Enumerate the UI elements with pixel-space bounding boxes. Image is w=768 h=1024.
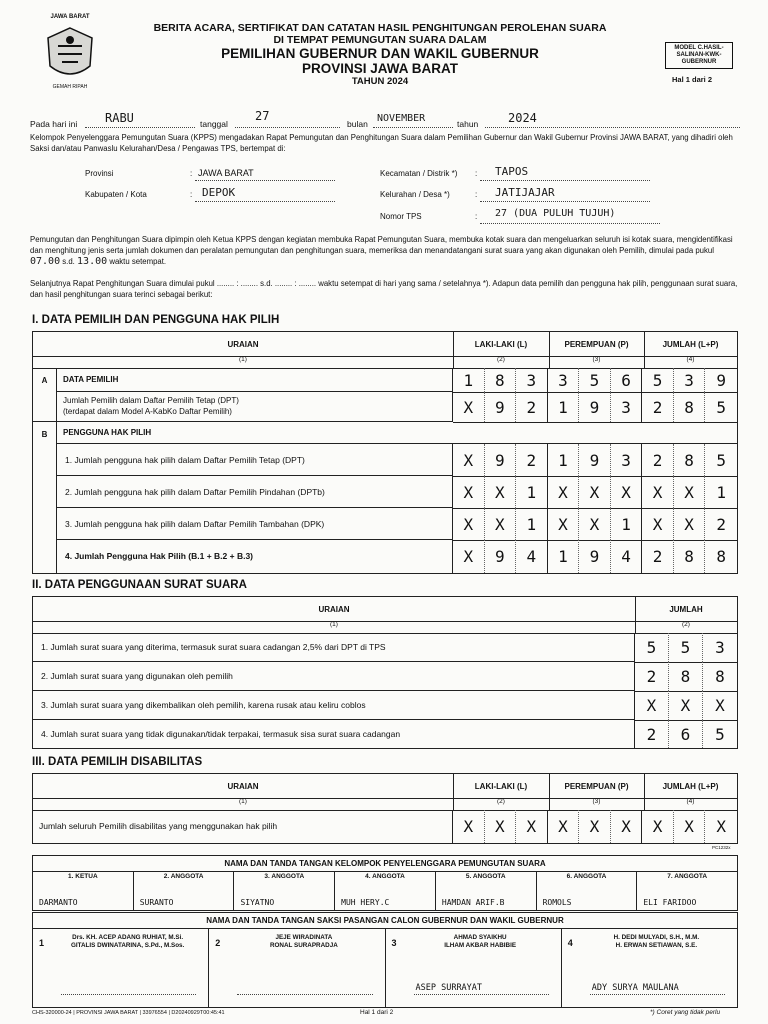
s2-row-4-digits bbox=[635, 720, 737, 748]
digit-cell: 4 bbox=[611, 540, 643, 573]
saksi-candidate-2: RONAL SURAPRADJA bbox=[269, 942, 338, 949]
row-b3-digits bbox=[453, 508, 737, 541]
digit-cell: 9 bbox=[579, 540, 611, 573]
digit-cell: 9 bbox=[716, 370, 726, 390]
s1-num-2: (2) bbox=[453, 356, 550, 369]
kpps-member-cell bbox=[537, 871, 638, 910]
digit-cell: 2 bbox=[642, 540, 674, 573]
dpt-label-2: (terdapat dalam Model A-KabKo Daftar Pemilih) bbox=[63, 407, 232, 416]
digit-cell: 2 bbox=[635, 720, 669, 748]
kpps-member-role: 3. ANGGOTA bbox=[264, 873, 305, 880]
s1-col-l: LAKI-LAKI (L) bbox=[453, 332, 550, 357]
digit-cell: 1 bbox=[716, 482, 726, 502]
row-a-digits bbox=[453, 368, 737, 393]
kpps-member-cell bbox=[234, 871, 335, 910]
digit-cell: X bbox=[716, 817, 726, 836]
header-line-5: TAHUN 2024 bbox=[351, 76, 409, 87]
saksi-candidate-1: JEJE WIRADINATA bbox=[275, 934, 333, 941]
digit-cell: 8 bbox=[674, 540, 706, 573]
kpps-member-cell bbox=[134, 871, 235, 910]
s3-col-p: PEREMPUAN (P) bbox=[549, 774, 645, 799]
s2-row-1-digits bbox=[635, 633, 737, 663]
month-underline bbox=[373, 127, 453, 128]
saksi-signature-line bbox=[590, 994, 725, 995]
digit-cell: X bbox=[453, 810, 485, 843]
s1-num-4: (4) bbox=[644, 356, 737, 369]
digit-cell: X bbox=[579, 810, 611, 843]
digit-cell: 1 bbox=[548, 540, 580, 573]
saksi-pair-number: 3 bbox=[391, 938, 397, 948]
day-underline bbox=[85, 127, 195, 128]
digit-cell: X bbox=[611, 476, 643, 508]
digit-cell: 1 bbox=[516, 508, 548, 540]
digit-cell: 2 bbox=[642, 392, 674, 422]
digit-cell: 1 bbox=[611, 508, 643, 540]
digit-cell: X bbox=[453, 540, 485, 573]
saksi-pair-cell bbox=[386, 928, 562, 1007]
digit-cell: X bbox=[579, 508, 611, 540]
digit-cell: X bbox=[669, 691, 703, 720]
s3-num-1: (1) bbox=[33, 798, 454, 811]
intro-paragraph: Kelompok Penyelenggara Pemungutan Suara (KPPS) mengadakan Rapat Pemungutan dan Penghitungan Suara dalam Pemilihan Gubernur dan Wakil Gubernur Provinsi JAWA BARAT, yang dihadiri oleh Saksi dan/atau Panwaslu Kelurahan/Desa / Pengawas TPS, bertempat di: bbox=[30, 133, 733, 153]
kecamatan-value: TAPOS bbox=[495, 165, 529, 178]
digit-cell: X bbox=[453, 476, 485, 508]
s1-col-p: PEREMPUAN (P) bbox=[549, 332, 645, 357]
saksi-title: NAMA DAN TANDA TANGAN SAKSI PASANGAN CALON GUBERNUR DAN WAKIL GUBERNUR bbox=[33, 913, 737, 929]
digit-cell: X bbox=[642, 508, 674, 540]
month-label: bulan bbox=[347, 119, 368, 129]
s2-num-2: (2) bbox=[635, 621, 737, 634]
time-end: 13.00 bbox=[77, 256, 108, 267]
digit-cell: 3 bbox=[611, 444, 643, 476]
tps-colon: : bbox=[475, 212, 478, 221]
saksi-signature-line bbox=[414, 994, 549, 995]
s1-col-uraian: URAIAN bbox=[33, 332, 454, 357]
s3-col-l: LAKI-LAKI (L) bbox=[453, 774, 550, 799]
s3-num-4: (4) bbox=[644, 798, 737, 811]
provinsi-label: Provinsi bbox=[85, 169, 114, 178]
digit-cell: 3 bbox=[715, 638, 725, 657]
digit-cell: 8 bbox=[674, 444, 706, 476]
saksi-signature-block bbox=[32, 912, 738, 1008]
form-print-code: PC1232x bbox=[712, 845, 731, 850]
kelurahan-colon: : bbox=[475, 190, 478, 199]
saksi-candidate-2: H. ERWAN SETIAWAN, S.E. bbox=[615, 942, 698, 949]
digit-cell: 6 bbox=[669, 720, 703, 748]
digit-cell: 8 bbox=[485, 368, 517, 392]
digit-cell: X bbox=[642, 810, 674, 843]
digit-cell: X bbox=[579, 476, 611, 508]
row-b1-digits bbox=[453, 444, 737, 477]
footer-left: CHS-320000-24 | PROVINSI JAWA BARAT | 33976554 | D20240929T00:45:41 bbox=[32, 1010, 225, 1016]
digit-cell: X bbox=[548, 508, 580, 540]
date-underline bbox=[235, 127, 340, 128]
kelurahan-label: Kelurahan / Desa *) bbox=[380, 190, 450, 199]
kpps-member-role: 2. ANGGOTA bbox=[163, 873, 204, 880]
s3-num-2: (2) bbox=[453, 798, 550, 811]
saksi-pair-number: 1 bbox=[39, 938, 45, 948]
digit-cell: 5 bbox=[716, 397, 726, 417]
tps-value: 27 (DUA PULUH TUJUH) bbox=[495, 208, 616, 219]
kota-value: DEPOK bbox=[202, 186, 236, 199]
section-3-table bbox=[32, 773, 738, 844]
digit-cell: X bbox=[642, 476, 674, 508]
digit-cell: 1 bbox=[548, 392, 580, 422]
section-1-table bbox=[32, 331, 738, 574]
digit-cell: 9 bbox=[485, 392, 517, 422]
digit-cell: X bbox=[674, 508, 706, 540]
saksi-signature-line bbox=[237, 994, 372, 995]
section-2-title: II. DATA PENGGUNAAN SURAT SUARA bbox=[32, 579, 247, 591]
saksi-signature-name: ASEP SURRAYAT bbox=[415, 983, 483, 993]
date-line bbox=[30, 109, 740, 131]
kecamatan-colon: : bbox=[475, 169, 478, 178]
digit-cell: 1 bbox=[548, 444, 580, 476]
saksi-pairs bbox=[33, 928, 737, 1007]
digit-cell: 2 bbox=[516, 392, 548, 422]
header-line-4: PROVINSI JAWA BARAT bbox=[301, 61, 458, 76]
digit-cell: X bbox=[635, 691, 669, 720]
saksi-pair-number: 4 bbox=[567, 938, 573, 948]
digit-cell: X bbox=[485, 810, 517, 843]
kpps-member-role: 1. KETUA bbox=[68, 873, 98, 880]
digit-cell: 6 bbox=[611, 368, 643, 392]
saksi-candidate-2: ILHAM AKBAR HABIBIE bbox=[444, 942, 517, 949]
digit-cell: 3 bbox=[516, 368, 548, 392]
kpps-member-name: MUH HERY.C bbox=[341, 898, 390, 907]
row-b-title: PENGGUNA HAK PILIH bbox=[57, 422, 737, 444]
section-2-table bbox=[32, 596, 738, 749]
s1-num-3: (3) bbox=[549, 356, 645, 369]
s3-num-3: (3) bbox=[549, 798, 645, 811]
saksi-candidate-1: H. DEDI MULYADI, S.H., M.M. bbox=[613, 934, 700, 941]
kpps-member-name: ELI FARIDOO bbox=[643, 898, 697, 907]
saksi-candidate-2: GITALIS DWINATARINA, S.Pd., M.Sos. bbox=[70, 942, 185, 949]
row-b2-label: 2. Jumlah pengguna hak pilih dalam Daftar Pemilih Pindahan (DPTb) bbox=[57, 476, 453, 508]
digit-cell: X bbox=[516, 810, 548, 843]
digit-cell: X bbox=[453, 444, 485, 476]
row-b4-label: 4. Jumlah Pengguna Hak Pilih (B.1 + B.2 + B.3) bbox=[57, 540, 453, 573]
digit-cell: 2 bbox=[716, 514, 726, 534]
section-3-title: III. DATA PEMILIH DISABILITAS bbox=[32, 756, 203, 768]
s2-row-3-label: 3. Jumlah surat suara yang dikembalikan oleh pemilih, karena rusak atau keliru coblos bbox=[33, 691, 635, 720]
digit-cell: 5 bbox=[715, 724, 725, 744]
kpps-member-name: SURANTO bbox=[139, 898, 174, 907]
digit-cell: X bbox=[453, 392, 485, 422]
digit-cell: X bbox=[715, 696, 725, 715]
kpps-member-cell bbox=[436, 871, 537, 910]
s2-row-1-label: 1. Jumlah surat suara yang diterima, termasuk surat suara cadangan 2,5% dari DPT di TPS bbox=[33, 633, 635, 662]
s3-col-uraian: URAIAN bbox=[33, 774, 454, 799]
kpps-member-name: HAMDAN ARIF.B bbox=[441, 898, 505, 907]
row-a-code: A bbox=[33, 368, 57, 422]
digit-cell: 2 bbox=[642, 444, 674, 476]
digit-cell: X bbox=[548, 810, 580, 843]
digit-cell: 3 bbox=[611, 392, 643, 422]
digit-cell: 2 bbox=[516, 444, 548, 476]
s2-col-jumlah: JUMLAH bbox=[635, 597, 737, 622]
digit-cell: 9 bbox=[579, 392, 611, 422]
digit-cell: X bbox=[485, 508, 517, 540]
s2-row-4-label: 4. Jumlah surat suara yang tidak digunakan/tidak terpakai, termasuk sisa surat suara cadangan bbox=[33, 720, 635, 748]
saksi-candidate-1: Drs. KH. ACEP ADANG RUHIAT, M.Si. bbox=[72, 934, 184, 941]
footer-center: Hal 1 dari 2 bbox=[360, 1009, 394, 1016]
digit-cell: 5 bbox=[669, 633, 703, 662]
form-code-box bbox=[665, 42, 733, 69]
digit-cell: X bbox=[674, 810, 706, 843]
form-code-line-1: MODEL C.HASIL- bbox=[674, 45, 724, 51]
procedure-text: Pemungutan dan Penghitungan Suara dipimpin oleh Ketua KPPS dengan kegiatan membuka Rapat Pemungutan Suara, membuka kotak suara dan mengeluarkan seluruh isi kotak suara, mengidentifikasi dan menghitung jenis serta jumlah dokumen dan peralatan pemungutan dan penghitungan suara, memeriksa dan menandatangani surat suara yang akan digunakan oleh Pemilih, dimulai pada pukul bbox=[30, 235, 733, 255]
digit-cell: 5 bbox=[716, 450, 726, 470]
row-b4-digits bbox=[453, 540, 737, 573]
digit-cell: 9 bbox=[485, 444, 517, 476]
digit-cell: X bbox=[611, 810, 643, 843]
digit-cell: 3 bbox=[674, 368, 706, 392]
kpps-member-role: 7. ANGGOTA bbox=[667, 873, 708, 880]
kota-colon: : bbox=[190, 190, 193, 199]
saksi-signature-line bbox=[61, 994, 196, 995]
row-b3-label: 3. Jumlah pengguna hak pilih dalam Daftar Pemilih Tambahan (DPK) bbox=[57, 508, 453, 540]
digit-cell: 5 bbox=[642, 368, 674, 392]
location-block bbox=[30, 165, 740, 227]
time-separator: s.d. bbox=[62, 257, 75, 266]
row-b-code: B bbox=[33, 422, 57, 573]
saksi-signature-name: ADY SURYA MAULANA bbox=[591, 983, 679, 993]
year-underline bbox=[485, 127, 740, 128]
digit-cell: X bbox=[548, 476, 580, 508]
saksi-pair-cell bbox=[562, 928, 737, 1007]
kota-underline bbox=[195, 201, 335, 202]
s2-row-2-digits bbox=[635, 662, 737, 692]
year-value: 2024 bbox=[508, 111, 537, 125]
header-line-2: DI TEMPAT PEMUNGUTAN SUARA DALAM bbox=[273, 34, 487, 46]
row-a-title: DATA PEMILIH bbox=[57, 368, 453, 392]
s2-row-2-label: 2. Jumlah surat suara yang digunakan oleh pemilih bbox=[33, 662, 635, 691]
kpps-member-cell bbox=[637, 871, 737, 910]
procedure-text-end: waktu setempat. bbox=[109, 257, 167, 266]
row-b1-label: 1. Jumlah pengguna hak pilih dalam Daftar Pemilih Tetap (DPT) bbox=[57, 444, 453, 476]
kpps-member-role: 4. ANGGOTA bbox=[365, 873, 405, 880]
header-line-1: BERITA ACARA, SERTIFIKAT DAN CATATAN HASIL PENGHITUNGAN PEROLEHAN SUARA bbox=[153, 22, 607, 34]
digit-cell: 8 bbox=[674, 392, 706, 422]
digit-cell: 8 bbox=[669, 662, 703, 691]
s3-col-lp: JUMLAH (L+P) bbox=[644, 774, 737, 799]
s2-num-1: (1) bbox=[33, 621, 636, 634]
row-dpt-digits bbox=[453, 392, 737, 423]
digit-cell: X bbox=[453, 508, 485, 540]
s1-num-1: (1) bbox=[33, 356, 454, 369]
kecamatan-underline bbox=[480, 180, 650, 181]
counting-paragraph: Selanjutnya Rapat Penghitungan Suara dimulai pukul ........ : ........ s.d. ........ : ........ waktu setempat di hari yang sama / setelahnya *). Adapun data pemilih dan pengguna hak pilih, penggunaan surat suara, dan hasil penghitungan suara terinci sebagai berikut: bbox=[30, 279, 738, 299]
s2-row-3-digits bbox=[635, 691, 737, 721]
row-dpt bbox=[57, 392, 453, 422]
day-value: RABU bbox=[105, 111, 134, 125]
s3-row-1-label: Jumlah seluruh Pemilih disabilitas yang menggunakan hak pilih bbox=[33, 810, 453, 843]
row-b2-digits bbox=[453, 476, 737, 509]
kpps-member-cell bbox=[335, 871, 436, 910]
digit-cell: 5 bbox=[635, 633, 669, 662]
kpps-member-name: SIYATNO bbox=[240, 898, 275, 907]
saksi-pair-cell bbox=[33, 928, 209, 1007]
year-label: tahun bbox=[457, 119, 479, 129]
page-number: Hal 1 dari 2 bbox=[672, 75, 713, 84]
saksi-candidate-1: AHMAD SYAIKHU bbox=[453, 934, 507, 941]
document-header bbox=[120, 22, 640, 87]
emblem-bottom-text: GEMAH RIPAH bbox=[52, 84, 88, 90]
kecamatan-label: Kecamatan / Distrik *) bbox=[380, 169, 458, 178]
date-label: tanggal bbox=[200, 119, 228, 129]
digit-cell: 1 bbox=[453, 368, 485, 392]
kpps-member-role: 5. ANGGOTA bbox=[465, 873, 506, 880]
digit-cell: 2 bbox=[635, 662, 669, 691]
province-emblem bbox=[38, 18, 102, 90]
kpps-signature-block bbox=[32, 855, 738, 911]
tps-label: Nomor TPS bbox=[380, 212, 422, 221]
day-label: Pada hari ini bbox=[30, 119, 78, 129]
digit-cell: 8 bbox=[716, 547, 726, 566]
kota-label: Kabupaten / Kota bbox=[85, 190, 147, 199]
digit-cell: 5 bbox=[579, 368, 611, 392]
kpps-member-cell bbox=[33, 871, 134, 910]
kpps-member-name: ROMOLS bbox=[542, 898, 572, 907]
digit-cell: X bbox=[485, 476, 517, 508]
digit-cell: X bbox=[674, 476, 706, 508]
procedure-paragraph bbox=[30, 234, 740, 267]
form-code-line-3: GUBERNUR bbox=[681, 59, 717, 65]
digit-cell: 8 bbox=[715, 667, 725, 686]
date-value: 27 bbox=[255, 109, 270, 123]
kpps-member-name: DARMANTO bbox=[39, 898, 78, 907]
s3-row-1-digits bbox=[453, 810, 737, 843]
kpps-title: NAMA DAN TANDA TANGAN KELOMPOK PENYELENGGARA PEMUNGUTAN SUARA bbox=[33, 856, 737, 872]
kpps-member-role: 6. ANGGOTA bbox=[566, 873, 607, 880]
provinsi-colon: : bbox=[190, 169, 193, 178]
kpps-members bbox=[33, 871, 737, 910]
digit-cell: 3 bbox=[548, 368, 580, 392]
digit-cell: 4 bbox=[516, 540, 548, 573]
section-1-title: I. DATA PEMILIH DAN PENGGUNA HAK PILIH bbox=[32, 314, 280, 326]
kelurahan-underline bbox=[480, 201, 650, 202]
form-code-line-2: SALINAN-KWK- bbox=[676, 52, 722, 58]
emblem-top-text: JAWA BARAT bbox=[50, 14, 90, 20]
s2-col-uraian: URAIAN bbox=[33, 597, 636, 622]
footer-right: *) Coret yang tidak perlu bbox=[650, 1009, 721, 1016]
digit-cell: 9 bbox=[485, 540, 517, 573]
header-line-3: PEMILIHAN GUBERNUR DAN WAKIL GUBERNUR bbox=[221, 46, 539, 61]
digit-cell: 1 bbox=[516, 476, 548, 508]
saksi-pair-cell bbox=[209, 928, 385, 1007]
month-value: NOVEMBER bbox=[377, 113, 426, 124]
saksi-pair-number: 2 bbox=[215, 938, 221, 948]
kelurahan-value: JATIJAJAR bbox=[495, 186, 555, 199]
dpt-label-1: Jumlah Pemilih dalam Daftar Pemilih Tetap (DPT) bbox=[63, 396, 239, 405]
provinsi-underline bbox=[195, 180, 335, 181]
provinsi-value: JAWA BARAT bbox=[198, 168, 254, 178]
time-start: 07.00 bbox=[30, 256, 61, 267]
digit-cell: 9 bbox=[579, 444, 611, 476]
s1-col-lp: JUMLAH (L+P) bbox=[644, 332, 737, 357]
tps-underline bbox=[480, 223, 660, 224]
